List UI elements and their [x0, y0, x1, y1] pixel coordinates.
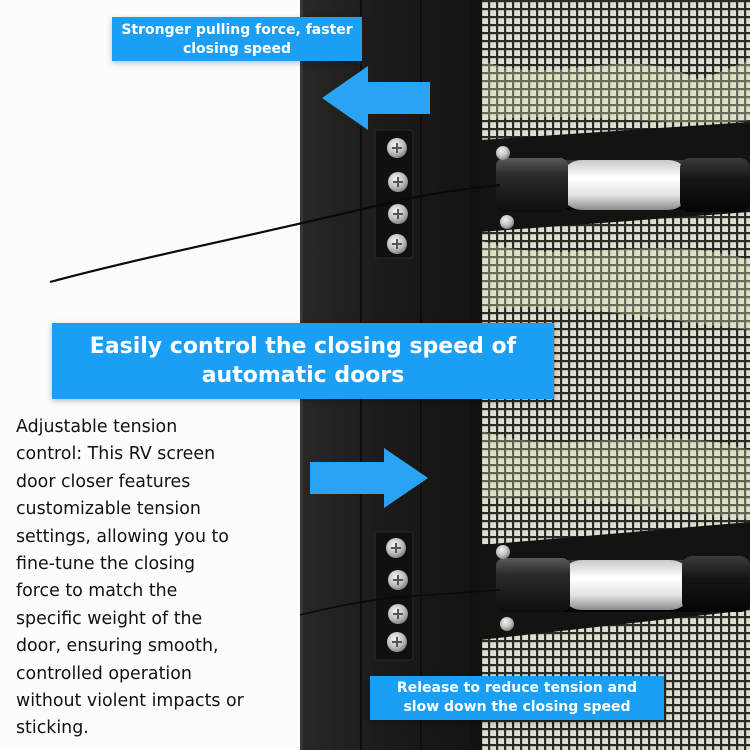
description-line: door, ensuring smooth, — [16, 636, 219, 657]
description-line: controlled operation — [16, 663, 192, 684]
description-line: settings, allowing you to — [16, 526, 229, 547]
description-line: control: This RV screen — [16, 444, 216, 465]
description-line: sticking. — [16, 718, 89, 739]
callout-headline — [52, 323, 554, 399]
description-line: specific weight of the — [16, 608, 203, 629]
callout-release-tension — [370, 676, 664, 720]
screw-icon — [500, 215, 514, 229]
description-line: fine-tune the closing — [16, 554, 196, 575]
description-line: Adjustable tension — [16, 417, 178, 437]
description-line: customizable tension — [16, 499, 201, 520]
feature-description — [16, 414, 306, 743]
screw-icon — [500, 617, 514, 631]
screw-icon — [496, 545, 510, 559]
callout-top-line-2: closing speed — [182, 41, 292, 57]
headline-line-2: automatic doors — [201, 363, 405, 388]
callout-top-line-1: Stronger pulling force, faster — [121, 22, 353, 38]
callout-bottom-line-1: Release to reduce tension and — [396, 680, 638, 696]
description-line: without violent impacts or — [16, 691, 244, 712]
callout-bottom-line-2: slow down the closing speed — [403, 699, 631, 715]
screw-icon — [496, 146, 510, 160]
description-line: door closer features — [16, 471, 191, 492]
callout-stronger-force — [112, 17, 362, 61]
headline-line-1: Easily control the closing speed of — [89, 334, 517, 359]
description-line: force to match the — [16, 581, 178, 602]
